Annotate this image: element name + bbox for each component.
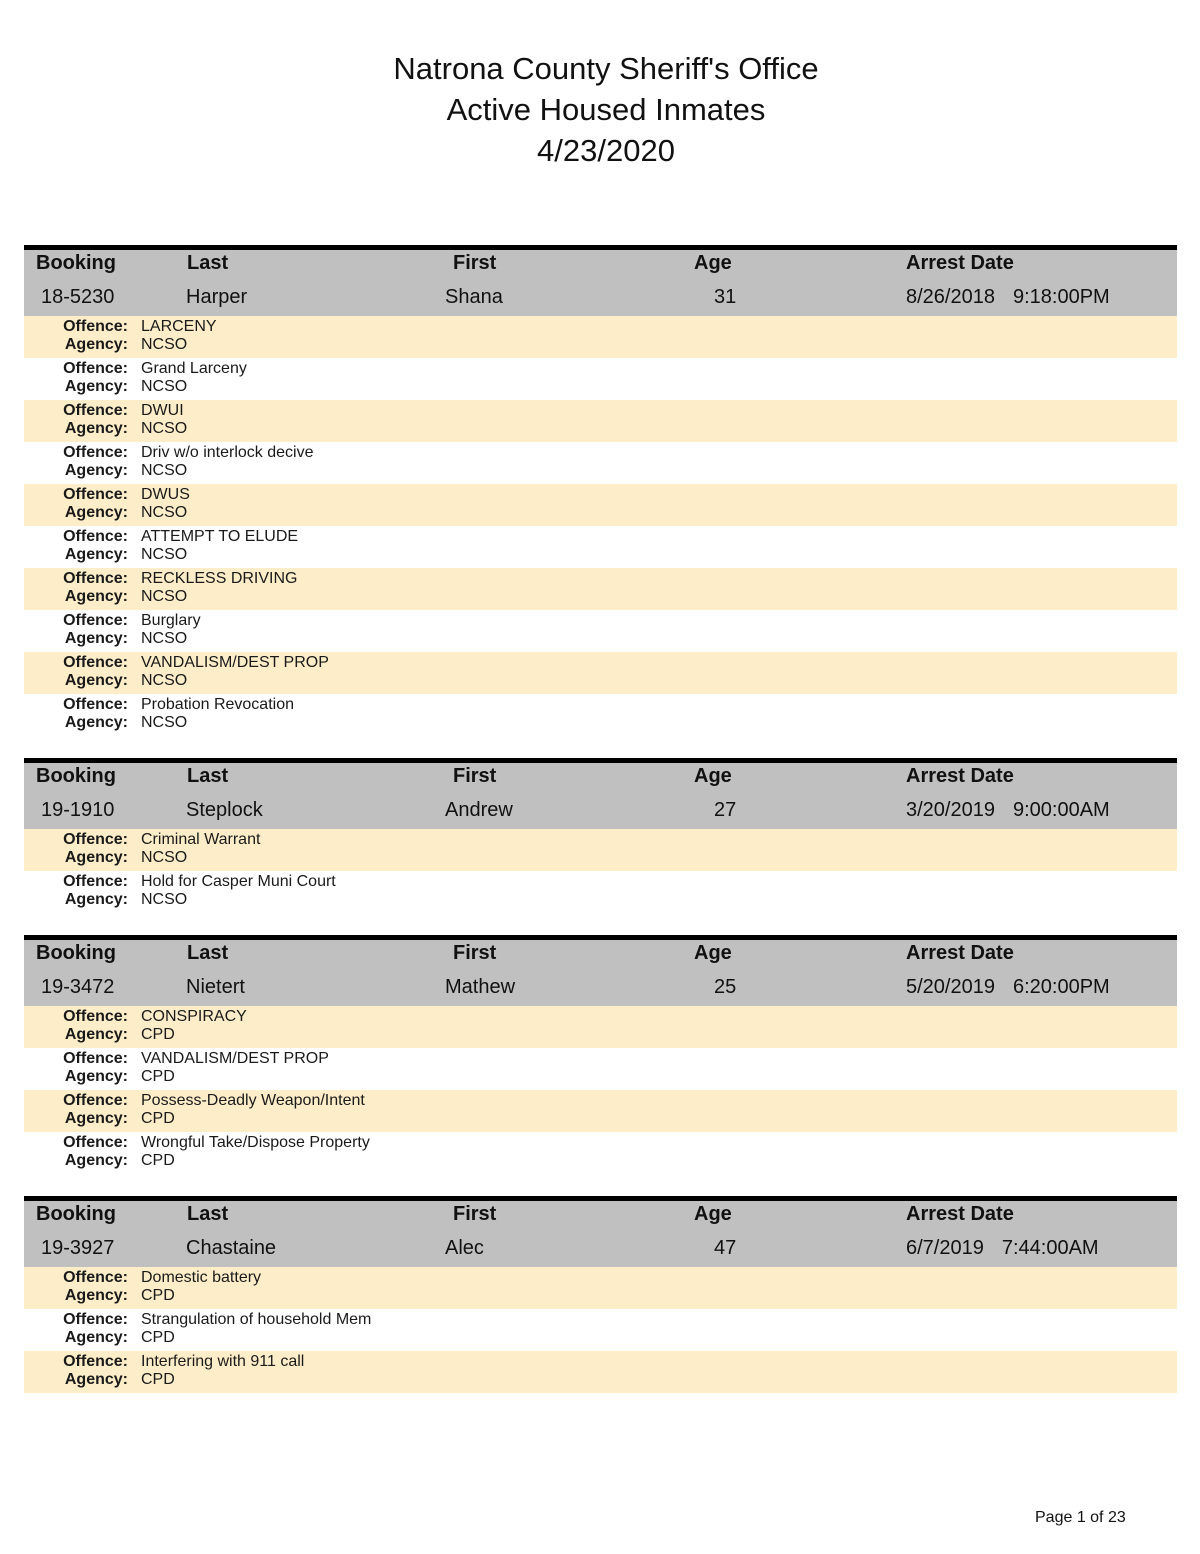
- offence-value: Burglary: [141, 612, 201, 629]
- arrest-datetime: [906, 1237, 1099, 1260]
- offence-label: Offence:: [63, 831, 128, 848]
- offence-label: Offence:: [63, 1092, 128, 1109]
- offence-label: Offence:: [63, 444, 128, 461]
- booking-number: 18-5230: [41, 286, 115, 308]
- offence-label: Offence:: [63, 528, 128, 545]
- offence-value: ATTEMPT TO ELUDE: [141, 528, 299, 545]
- offence-row: [24, 694, 1177, 736]
- inmate-list: [24, 245, 1177, 1415]
- offence-value: DWUS: [141, 486, 190, 503]
- offence-value: Criminal Warrant: [141, 831, 261, 848]
- booking-label: Booking: [36, 1203, 116, 1225]
- agency-value: NCSO: [141, 849, 188, 866]
- offence-value: Strangulation of household Mem: [141, 1311, 372, 1328]
- booking-number: 19-1910: [41, 799, 115, 821]
- agency-value: NCSO: [141, 714, 188, 731]
- page-number: Page 1 of 23: [1035, 1509, 1126, 1526]
- agency-value: NCSO: [141, 462, 188, 479]
- booking-label: Booking: [36, 942, 116, 964]
- offence-label: Offence:: [63, 696, 128, 713]
- arrest-datetime: [906, 286, 1110, 309]
- agency-value: CPD: [141, 1152, 175, 1169]
- agency-value: NCSO: [141, 588, 188, 605]
- inmate-record: [24, 245, 1177, 736]
- arrest-datetime: [906, 976, 1110, 999]
- inmate-header: [24, 935, 1177, 1006]
- arrest-time: 9:18:00PM: [1012, 286, 1110, 308]
- inmate-header: [24, 245, 1177, 316]
- booking-number: 19-3927: [41, 1237, 115, 1259]
- arrest-time: 9:00:00AM: [1012, 799, 1110, 821]
- offence-label: Offence:: [63, 654, 128, 671]
- age-value: 47: [714, 1237, 737, 1259]
- offence-label: Offence:: [63, 1353, 128, 1370]
- agency-label: Agency:: [64, 630, 128, 647]
- booking-label: Booking: [36, 765, 116, 787]
- agency-label: Agency:: [64, 462, 128, 479]
- offence-row: [24, 829, 1177, 871]
- agency-value: CPD: [141, 1371, 175, 1388]
- last-name: Harper: [186, 286, 248, 308]
- arrest-date: 3/20/2019: [906, 799, 995, 821]
- arrest-date-label: Arrest Date: [906, 252, 1014, 274]
- last-name-label: Last: [187, 942, 229, 964]
- offence-label: Offence:: [63, 360, 128, 377]
- age-value: 27: [714, 799, 737, 821]
- offence-value: Wrongful Take/Dispose Property: [141, 1134, 370, 1151]
- first-name: Mathew: [445, 976, 516, 998]
- offence-row: [24, 1309, 1177, 1351]
- offence-label: Offence:: [63, 318, 128, 335]
- offence-value: Hold for Casper Muni Court: [141, 873, 336, 890]
- agency-label: Agency:: [64, 1371, 128, 1388]
- offence-label: Offence:: [63, 402, 128, 419]
- agency-label: Agency:: [64, 849, 128, 866]
- arrest-time: 6:20:00PM: [1012, 976, 1110, 998]
- agency-label: Agency:: [64, 1152, 128, 1169]
- offence-label: Offence:: [63, 873, 128, 890]
- first-name: Shana: [445, 286, 503, 308]
- first-name-label: First: [453, 942, 497, 964]
- agency-label: Agency:: [64, 420, 128, 437]
- offence-row: [24, 871, 1177, 913]
- agency-label: Agency:: [64, 378, 128, 395]
- first-name: Alec: [445, 1237, 484, 1259]
- offence-value: Driv w/o interlock decive: [141, 444, 314, 461]
- arrest-date: 6/7/2019: [906, 1237, 984, 1259]
- first-name-label: First: [453, 1203, 497, 1225]
- offence-label: Offence:: [63, 1050, 128, 1067]
- first-name: Andrew: [445, 799, 513, 821]
- booking-number: 19-3472: [41, 976, 115, 998]
- last-name-label: Last: [187, 1203, 229, 1225]
- offence-value: VANDALISM/DEST PROP: [141, 654, 329, 671]
- offence-row: [24, 1132, 1177, 1174]
- last-name: Nietert: [186, 976, 245, 998]
- arrest-date: 8/26/2018: [906, 286, 995, 308]
- last-name: Steplock: [186, 799, 263, 821]
- arrest-date-label: Arrest Date: [906, 765, 1014, 787]
- offence-row: [24, 1090, 1177, 1132]
- offence-row: [24, 358, 1177, 400]
- agency-label: Agency:: [64, 1110, 128, 1127]
- offence-row: [24, 526, 1177, 568]
- offence-row: [24, 1351, 1177, 1393]
- arrest-time: 7:44:00AM: [1001, 1237, 1099, 1259]
- offence-row: [24, 1267, 1177, 1309]
- offence-label: Offence:: [63, 612, 128, 629]
- agency-label: Agency:: [64, 1068, 128, 1085]
- arrest-date-label: Arrest Date: [906, 1203, 1014, 1225]
- agency-label: Agency:: [64, 714, 128, 731]
- agency-value: NCSO: [141, 420, 188, 437]
- report-title: [0, 48, 1200, 171]
- offence-value: Domestic battery: [141, 1269, 262, 1286]
- agency-value: NCSO: [141, 378, 188, 395]
- agency-value: CPD: [141, 1026, 175, 1043]
- offence-value: LARCENY: [141, 318, 217, 335]
- agency-label: Agency:: [64, 1329, 128, 1346]
- age-value: 25: [714, 976, 737, 998]
- offence-label: Offence:: [63, 1008, 128, 1025]
- arrest-date-label: Arrest Date: [906, 942, 1014, 964]
- report-name: Active Housed Inmates: [446, 92, 766, 127]
- offence-label: Offence:: [63, 486, 128, 503]
- inmate-header: [24, 758, 1177, 829]
- first-name-label: First: [453, 765, 497, 787]
- agency-value: CPD: [141, 1287, 175, 1304]
- agency-value: CPD: [141, 1068, 175, 1085]
- offence-label: Offence:: [63, 570, 128, 587]
- offence-label: Offence:: [63, 1269, 128, 1286]
- offence-row: [24, 400, 1177, 442]
- offence-row: [24, 610, 1177, 652]
- agency-value: NCSO: [141, 630, 188, 647]
- offence-value: Probation Revocation: [141, 696, 294, 713]
- first-name-label: First: [453, 252, 497, 274]
- agency-label: Agency:: [64, 546, 128, 563]
- agency-label: Agency:: [64, 504, 128, 521]
- agency-label: Agency:: [64, 588, 128, 605]
- agency-label: Agency:: [64, 1287, 128, 1304]
- last-name: Chastaine: [186, 1237, 277, 1259]
- offence-row: [24, 568, 1177, 610]
- agency-value: NCSO: [141, 504, 188, 521]
- offence-value: Grand Larceny: [141, 360, 247, 377]
- agency-value: NCSO: [141, 891, 188, 908]
- report-date: 4/23/2020: [537, 133, 675, 168]
- inmate-record: [24, 1196, 1177, 1393]
- age-label: Age: [694, 252, 732, 274]
- agency-value: CPD: [141, 1110, 175, 1127]
- agency-value: NCSO: [141, 546, 188, 563]
- offence-row: [24, 316, 1177, 358]
- offence-value: Possess-Deadly Weapon/Intent: [141, 1092, 365, 1109]
- offence-row: [24, 1048, 1177, 1090]
- agency-value: CPD: [141, 1329, 175, 1346]
- offence-label: Offence:: [63, 1311, 128, 1328]
- agency-label: Agency:: [64, 336, 128, 353]
- arrest-date: 5/20/2019: [906, 976, 995, 998]
- age-value: 31: [714, 286, 737, 308]
- age-label: Age: [694, 942, 732, 964]
- offence-row: [24, 484, 1177, 526]
- offence-value: VANDALISM/DEST PROP: [141, 1050, 329, 1067]
- inmate-header: [24, 1196, 1177, 1267]
- offence-value: CONSPIRACY: [141, 1008, 247, 1025]
- last-name-label: Last: [187, 252, 229, 274]
- age-label: Age: [694, 1203, 732, 1225]
- offence-value: RECKLESS DRIVING: [141, 570, 298, 587]
- arrest-datetime: [906, 799, 1110, 822]
- booking-label: Booking: [36, 252, 116, 274]
- agency-label: Agency:: [64, 672, 128, 689]
- age-label: Age: [694, 765, 732, 787]
- inmate-record: [24, 758, 1177, 913]
- offence-label: Offence:: [63, 1134, 128, 1151]
- offence-value: DWUI: [141, 402, 184, 419]
- offence-row: [24, 652, 1177, 694]
- offence-value: Interfering with 911 call: [141, 1353, 305, 1370]
- inmate-record: [24, 935, 1177, 1174]
- agency-label: Agency:: [64, 891, 128, 908]
- agency-value: NCSO: [141, 336, 188, 353]
- last-name-label: Last: [187, 765, 229, 787]
- offence-row: [24, 1006, 1177, 1048]
- offence-row: [24, 442, 1177, 484]
- agency-value: NCSO: [141, 672, 188, 689]
- agency-name: Natrona County Sheriff's Office: [393, 51, 819, 86]
- agency-label: Agency:: [64, 1026, 128, 1043]
